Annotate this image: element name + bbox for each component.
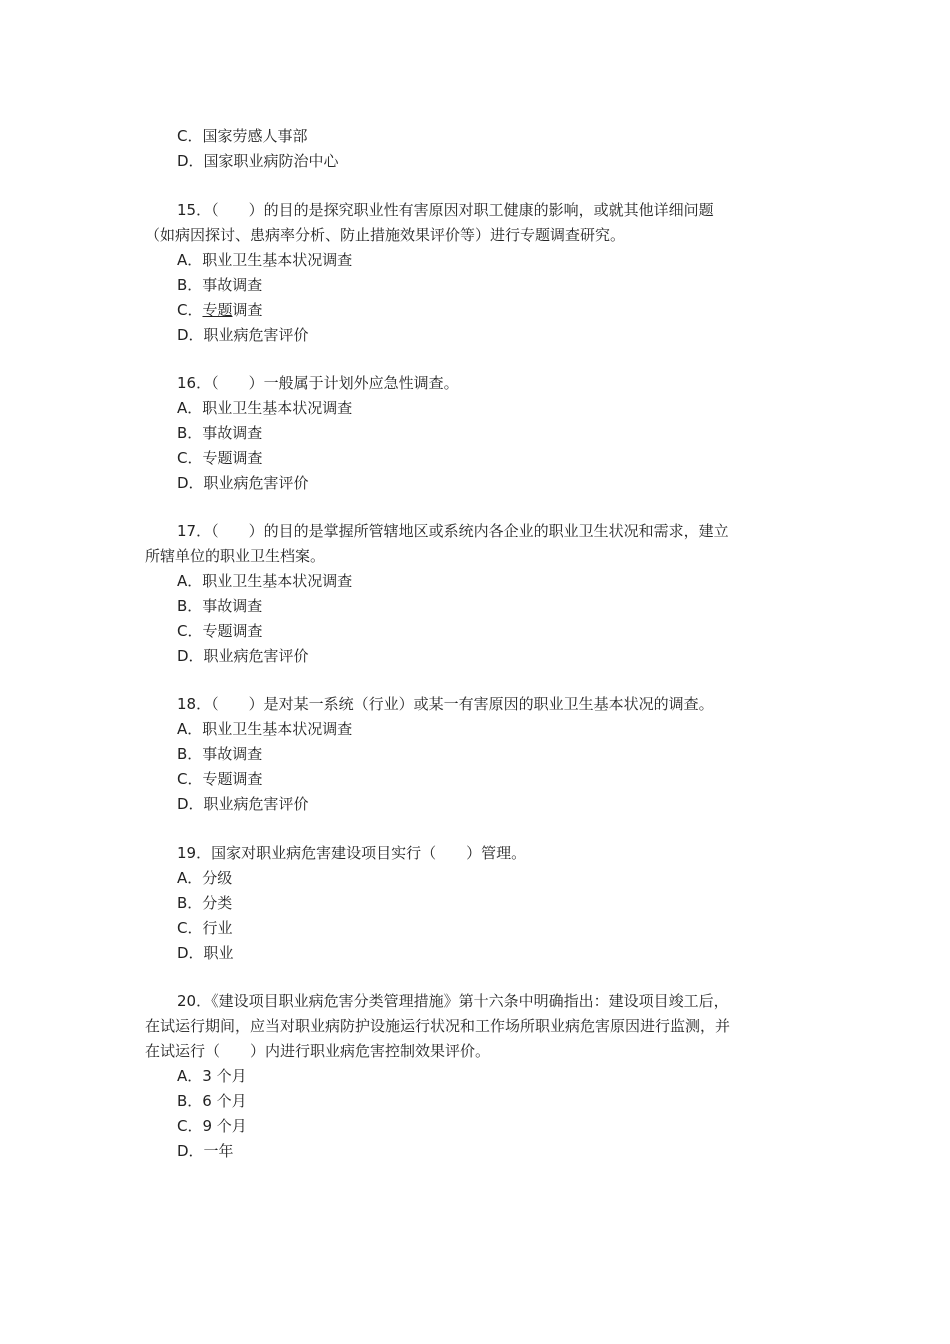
option-d: D．职业 (177, 944, 234, 962)
option-c: C．行业 (177, 919, 233, 937)
option-a: A．职业卫生基本状况调查 (177, 720, 353, 738)
option-c: C．专题调查 (177, 449, 263, 467)
option-d: D．职业病危害评价 (177, 647, 309, 665)
option-a: A．职业卫生基本状况调查 (177, 251, 353, 269)
option-a: A．3 个月 (177, 1067, 247, 1085)
question-stem: 15．（ ）的目的是探究职业性有害原因对职工健康的影响，或就其他详细问题 (177, 201, 714, 219)
question-stem: 18．（ ）是对某一系统（行业）或某一有害原因的职业卫生基本状况的调查。 (177, 695, 714, 713)
option-d: D．职业病危害评价 (177, 795, 309, 813)
option-b: B．事故调查 (177, 745, 263, 763)
option-c: C．国家劳感人事部 (177, 127, 308, 145)
option-b: B．事故调查 (177, 276, 263, 294)
question-stem-continued: 所辖单位的职业卫生档案。 (145, 547, 326, 565)
option-b: B．6 个月 (177, 1092, 247, 1110)
question-stem: 19．国家对职业病危害建设项目实行（ ）管理。 (177, 844, 527, 862)
option-d: D．国家职业病防治中心 (177, 152, 339, 170)
option-c: C．9 个月 (177, 1117, 247, 1135)
question-stem-continued: 在试运行（ ）内进行职业病危害控制效果评价。 (145, 1042, 491, 1060)
option-d: D．职业病危害评价 (177, 326, 309, 344)
option-a: A．分级 (177, 869, 233, 887)
question-stem: 20．《建设项目职业病危害分类管理措施》第十六条中明确指出：建设项目竣工后， (177, 992, 729, 1010)
question-stem: 17．（ ）的目的是掌握所管辖地区或系统内各企业的职业卫生状况和需求，建立 (177, 522, 729, 540)
option-a: A．职业卫生基本状况调查 (177, 399, 353, 417)
option-d: D．一年 (177, 1142, 234, 1160)
question-stem: 16．（ ）一般属于计划外应急性调查。 (177, 374, 459, 392)
option-c (177, 298, 263, 323)
underlined-word: 专题 (202, 301, 233, 319)
option-b: B．事故调查 (177, 424, 263, 442)
question-stem-continued: 在试运行期间，应当对职业病防护设施运行状况和工作场所职业病危害原因进行监测，并 (145, 1017, 731, 1035)
option-d: D．职业病危害评价 (177, 474, 309, 492)
question-stem-continued: （如病因探讨、患病率分析、防止措施效果评价等）进行专题调查研究。 (145, 226, 626, 244)
option-c: C．专题调查 (177, 622, 263, 640)
option-a: A．职业卫生基本状况调查 (177, 572, 353, 590)
option-b: B．事故调查 (177, 597, 263, 615)
option-c-suffix: 调查 (232, 301, 263, 319)
option-c-prefix: C． (177, 301, 203, 319)
option-c: C．专题调查 (177, 770, 263, 788)
option-b: B．分类 (177, 894, 233, 912)
